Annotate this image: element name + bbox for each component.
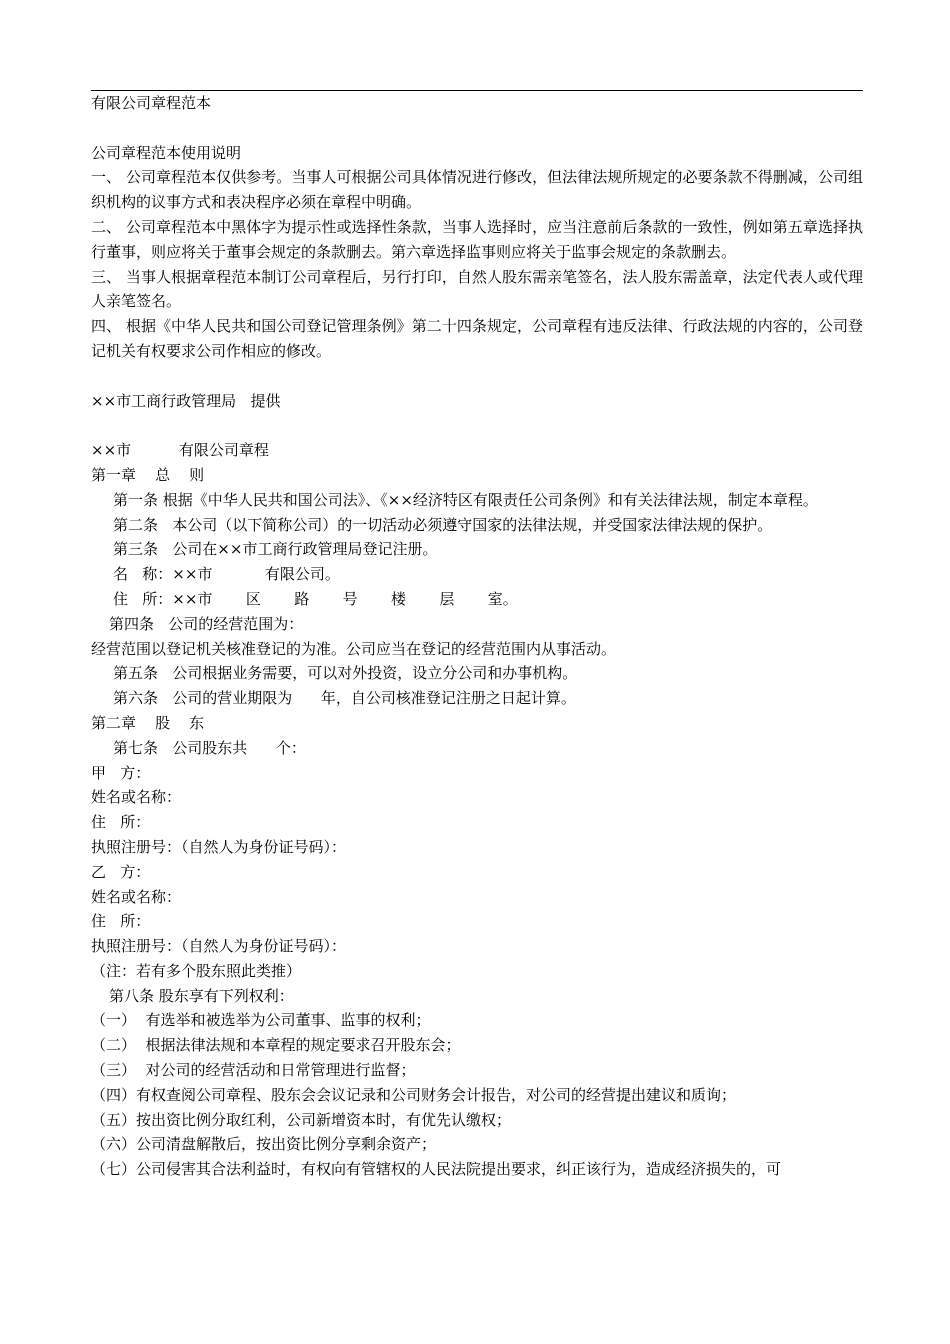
party-a-label: 甲 方： <box>91 763 151 782</box>
article-3: 第三条 公司在××市工商行政管理局登记注册。 <box>113 540 438 559</box>
usage-item: 三、 当事人根据章程范本制订公司章程后，另行打印，自然人股东需亲笔签名，法人股东需盖章，法定代表人或代理人亲笔签名。 <box>91 267 863 311</box>
article-2: 第二条 本公司（以下简称公司）的一切活动必须遵守国家的法律法规，并受国家法律法规的保护。 <box>113 515 773 534</box>
right-item: （五）按出资比例分取红利，公司新增资本时，有优先认缴权； <box>91 1110 512 1129</box>
usage-item: 一、 公司章程范本仅供参考。当事人可根据公司具体情况进行修改，但法律法规所规定的必要条款不得删减，公司组织机构的议事方式和表决程序必须在章程中明确。 <box>91 168 863 212</box>
document-title: 有限公司章程范本 <box>91 94 212 112</box>
right-item: （二） 根据法律法规和本章程的规定要求召开股东会； <box>91 1036 461 1055</box>
party-field: 姓名或名称： <box>91 788 182 807</box>
business-scope-note: 经营范围以登记机关核准登记的为准。公司应当在登记的经营范围内从事活动。 <box>91 639 617 658</box>
party-field: 住 所： <box>91 912 151 931</box>
charter-title: ××市 有限公司章程 <box>91 441 269 460</box>
chapter-heading: 第一章 总 则 <box>91 465 205 484</box>
article-8: 第八条 股东享有下列权利： <box>109 986 294 1005</box>
right-item: （七）公司侵害其合法利益时，有权向有管辖权的人民法院提出要求，纠正该行为，造成经济损失的，可 <box>91 1160 782 1179</box>
party-field: 住 所： <box>91 813 151 832</box>
party-field: 姓名或名称： <box>91 887 182 906</box>
right-item: （一） 有选举和被选举为公司董事、监事的权利； <box>91 1011 431 1030</box>
provider-line: ××市工商行政管理局 提供 <box>91 391 281 410</box>
chapter-heading: 第二章 股 东 <box>91 713 205 732</box>
usage-item: 二、 公司章程范本中黑体字为提示性或选择性条款，当事人选择时，应当注意前后条款的一致性，例如第五章选择执行董事，则应将关于董事会规定的条款删去。第六章选择监事则应将关于监事会规定的条款删去。 <box>91 217 863 261</box>
right-item: （六）公司清盘解散后，按出资比例分享剩余资产； <box>91 1135 437 1154</box>
company-address-line: 住 所：××市 区 路 号 楼 层 室。 <box>113 589 518 608</box>
article-5: 第五条 公司根据业务需要，可以对外投资，设立分公司和办事机构。 <box>113 664 578 683</box>
article-7: 第七条 公司股东共 个： <box>113 738 306 757</box>
article-1: 第一条 根据《中华人民共和国公司法》、《××经济特区有限责任公司条例》和有关法律法规，制定本章程。 <box>113 490 818 509</box>
multi-shareholder-note: （注：若有多个股东照此类推） <box>91 961 302 980</box>
usage-item: 四、 根据《中华人民共和国公司登记管理条例》第二十四条规定，公司章程有违反法律、行政法规的内容的，公司登记机关有权要求公司作相应的修改。 <box>91 317 863 360</box>
right-item: （三） 对公司的经营活动和日常管理进行监督； <box>91 1061 416 1080</box>
party-b-label: 乙 方： <box>91 862 151 881</box>
usage-title: 公司章程范本使用说明 <box>91 143 242 162</box>
party-field: 执照注册号：（自然人为身份证号码）： <box>91 937 347 956</box>
company-name-line: 名 称：××市 有限公司。 <box>113 565 340 584</box>
article-4: 第四条 公司的经营范围为： <box>109 614 304 633</box>
document-page <box>91 90 863 1182</box>
article-6: 第六条 公司的营业期限为 年，自公司核准登记注册之日起计算。 <box>113 689 576 708</box>
right-item: （四）有权查阅公司章程、股东会会议记录和公司财务会计报告，对公司的经营提出建议和质询； <box>91 1085 737 1104</box>
party-field: 执照注册号：（自然人为身份证号码）： <box>91 837 347 856</box>
